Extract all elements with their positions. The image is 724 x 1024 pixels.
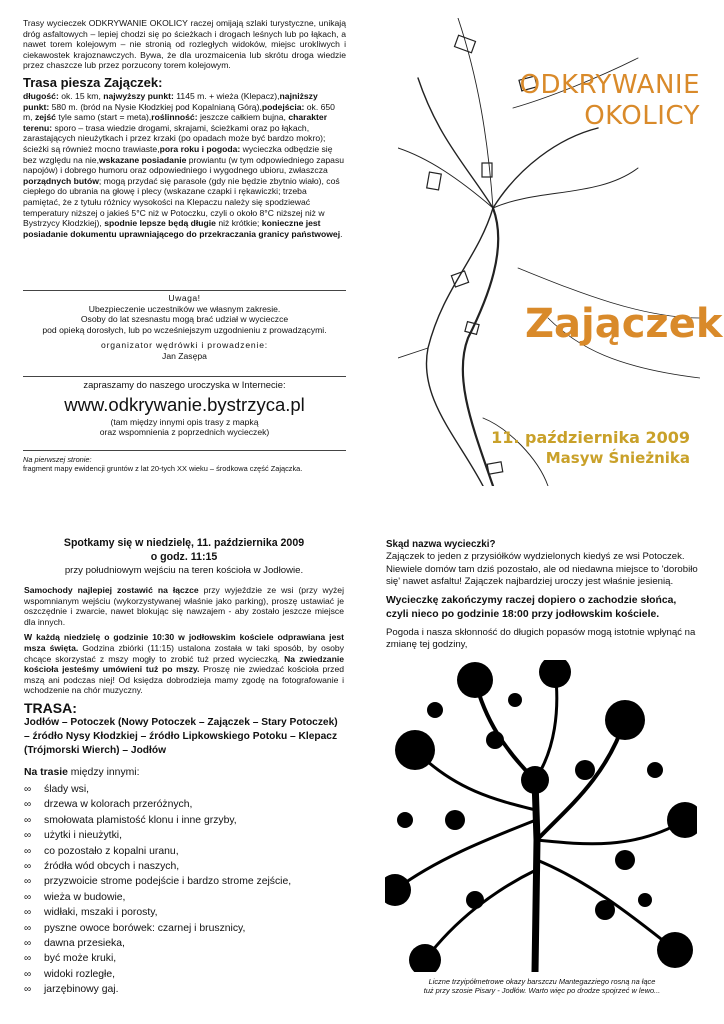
weather-text: Pogoda i nasza skłonność do długich popasów mogą istotnie wpłynąć na zmianę tej godziny, — [386, 626, 696, 651]
list-item: ∞ przyzwoicie strome podejście i bardzo strome zejście, — [24, 874, 344, 889]
on-trail-text: między innymi: — [67, 766, 140, 778]
detail-label: najwyższy punkt: — [103, 90, 174, 101]
cars-paragraph — [24, 585, 344, 627]
visit-bold: Na zwiedzanie kościoła jesteśmy umówieni tuż po mszy. — [24, 653, 344, 675]
cover-title-2: OKOLICY — [584, 101, 700, 131]
detail-label: pora roku i pogoda: — [159, 143, 241, 154]
warning-title: Uwaga! — [168, 293, 201, 303]
finish-text: Wycieczkę zakończymy raczej dopiero o zachodzie słońca, czyli nieco po godzinie 18:00 przy jodłowskim kościele. — [386, 594, 677, 620]
mass-bold: W każdą niedzielę o godzinie 10:30 w jodłowskim kościele odprawiana jest msza święta. — [24, 632, 344, 653]
list-item: ∞ smołowata plamistość klonu i inne grzyby, — [24, 813, 344, 828]
meet-line-1: Spotkamy się w niedzielę, 11. października 2009 — [63, 537, 305, 549]
list-item: ∞ być może kruki, — [24, 951, 344, 966]
invite-text: zapraszamy do naszego uroczyska w Internecie: — [83, 379, 286, 390]
detail-label: najniższy punkt: — [23, 90, 318, 112]
cars-text: przy wyjeździe ze wsi (przy wyżej wspomnianym wejściu (wykorzystywanej właśnie jako parking), proszę ustawiać je oszczędnie i zwarcie, nawet blokując się nawzajem - aby zostało jeszcze miejsce dla innych. — [24, 585, 345, 627]
meet-line-3: przy południowym wejściu na teren kościoła w Jodłowie. — [64, 565, 304, 576]
detail-text: sporo – trasa wiedzie drogami, skrajami, ścieżkami oraz po łąkach, zarastających nieużytkach i przez krzaki (po opadach może być bardzo mokro); ścieżki są również mocno trawiaste, — [23, 122, 326, 154]
list-item: ∞ widłaki, mszaki i porosty, — [24, 905, 344, 920]
detail-label: podejścia: — [261, 101, 305, 112]
website-link[interactable]: www.odkrywanie.bystrzyca.pl — [64, 393, 305, 415]
cover-desc: fragment mapy ewidencji gruntów z lat 20-tych XX wieku – środkowa część Zajączka. — [23, 464, 303, 473]
detail-text: prowiantu (w tym odpowiedniego zapasu napojów) i dobrego humoru oraz odpowiedniego i wygodnego ubioru, zwłaszcza — [23, 154, 345, 176]
cover-title-1: ODKRYWANIE — [519, 70, 700, 100]
hogweed-photo — [385, 660, 697, 972]
detail-text: wycieczka odbędzie się bez względu na nie, — [23, 143, 333, 165]
list-item: ∞ co pozostało z kopalni uranu, — [24, 844, 344, 859]
cover-titles — [480, 70, 700, 132]
name-question: Skąd nazwa wycieczki? — [386, 539, 496, 550]
detail-text: ok. 650 m, — [23, 101, 335, 123]
cover-note — [23, 455, 353, 473]
detail-text: tyle samo (start = meta), — [55, 112, 152, 123]
divider — [23, 376, 346, 377]
list-item: ∞ źródła wód obcych i naszych, — [24, 859, 344, 874]
route-text: Jodłów – Potoczek (Nowy Potoczek – Zajączek – Stary Potoczek) – źródło Nysy Kłodzkiej – źródło Lipkowskiego Potoku – Klepacz (Trójmorski Wierch) – Jodłów — [24, 716, 338, 756]
website-note: (tam między innymi opis trasy z mapką — [110, 416, 259, 427]
cars-bold: Samochody najlepiej zostawić na łączce — [24, 585, 199, 595]
detail-label: charakter terenu: — [23, 112, 328, 133]
detail-text: ok. 15 km, — [58, 90, 104, 101]
warning-box — [23, 293, 346, 362]
route-heading: TRASA: — [24, 699, 77, 716]
divider — [23, 450, 346, 451]
hogweed-silhouette — [385, 660, 697, 972]
mass-text: Godzina zbiórki (11:15) ustalona została w taki sposób, by osoby chcące skorzystać z mszy mogły to zrobić tuż przed wycieczką. — [24, 642, 344, 664]
list-item: ∞ jarzębinowy gaj. — [24, 982, 344, 997]
organizer-name: Jan Zasępa — [162, 350, 207, 361]
caption-line: Liczne trzyipółmetrowe okazy barszczu Mantegazziego rosną na łące — [428, 977, 656, 986]
detail-text: . — [340, 228, 343, 239]
detail-label: długość: — [23, 90, 59, 101]
detail-label: zejść — [34, 112, 56, 123]
detail-label: konieczne jest posiadanie dokumentu uprawniającego do przekraczania granicy państwowej — [23, 218, 341, 239]
trail-details — [23, 91, 346, 239]
list-item: ∞ widoki rozległe, — [24, 967, 344, 982]
detail-label: spodnie lepsze będą długie — [104, 218, 216, 229]
cover-region: Masyw Śnieżnika — [545, 449, 690, 467]
detail-label: wskazane posiadanie — [98, 154, 187, 165]
divider — [23, 290, 346, 291]
on-trail — [24, 766, 344, 780]
website-note: oraz wspomnienia z poprzednich wycieczek) — [99, 427, 270, 438]
meet-line-2: o godz. 11:15 — [150, 551, 218, 563]
cover-name: Zajączek — [525, 301, 723, 347]
list-item: ∞ drzewa w kolorach przeróżnych, — [24, 797, 344, 812]
warning-line: Osoby do lat szesnastu mogą brać udział w wycieczce — [80, 314, 289, 325]
trail-heading: Trasa piesza Zajączek: — [23, 74, 163, 90]
list-item: ∞ wieża w budowie, — [24, 890, 344, 905]
list-item: ∞ ślady wsi, — [24, 782, 344, 797]
detail-text: jeszcze całkiem bujna, — [197, 112, 289, 123]
name-answer: Zajączek to jeden z przysiółków wydzielonych kiedyś ze wsi Potoczek. Niewiele domów tam dziś pozostało, ale od niedawna miejsce to 'dorobiło się' nawet asfaltu! Zajączek najbardziej uroczy jest właśnie jesienią. — [386, 551, 698, 588]
detail-text: 580 m. (bród na Nysie Kłodzkiej pod Kopalnianą Górą), — [49, 101, 262, 112]
organizer-label: organizator wędrówki i prowadzenie: — [100, 340, 268, 351]
photo-caption — [386, 977, 698, 995]
top-left-panel — [23, 18, 346, 239]
list-item: ∞ pyszne owoce borówek: czarnej i brusznicy, — [24, 921, 344, 936]
website-box — [23, 380, 346, 438]
on-trail-bold: Na trasie — [24, 766, 68, 778]
caption-line: tuż przy szosie Pisary - Jodłów. Warto więc po drodze spojrzeć w lewo... — [423, 986, 661, 995]
detail-label: porządnych butów — [23, 175, 99, 186]
detail-label: roślinność: — [151, 112, 198, 123]
cover-date-box — [480, 428, 690, 468]
trail-items-list — [24, 782, 344, 998]
bottom-right-panel — [386, 538, 698, 652]
detail-text: ; mogą przydać się parasole (gdy nie będzie zbytnio wiało), coś ciepłego do ubrania na głowę i plecy (wskazane czapki i rękawiczki; trzeba pamiętać, że z tytułu różnicy wysokości na Klepaczu należy się spodziewać temperatury niższej o jakieś 5°C niż w Potoczku, czyli o około 8°C niższej niż w Bystrzycy Kłodzkiej), — [23, 175, 340, 229]
mass-paragraph — [24, 632, 344, 696]
list-item: ∞ dawna przesieka, — [24, 936, 344, 951]
warning-line: pod opieką dorosłych, lub po wcześniejszym uzgodnieniu z prowadzącymi. — [42, 324, 327, 335]
cover-date: 11. października 2009 — [491, 428, 690, 447]
cover-name-box — [525, 300, 723, 348]
detail-text: niż krótkie; — [215, 218, 262, 229]
bottom-left-panel — [24, 536, 344, 998]
warning-line: Ubezpieczenie uczestników we własnym zakresie. — [88, 303, 281, 314]
cover-label: Na pierwszej stronie: — [23, 455, 92, 464]
visit-text: Proszę nie zwiedzać kościoła przed mszą ani podczas niej! Od księdza dobrodzieja mamy zgodę na fotografowanie i wchodzenie na chór muzyczny. — [24, 664, 345, 696]
detail-text: 1145 m. + wieża (Klepacz), — [173, 90, 280, 101]
list-item: ∞ użytki i nieużytki, — [24, 828, 344, 843]
intro-text: Trasy wycieczek ODKRYWANIE OKOLICY raczej omijają szlaki turystyczne, unikają dróg asfaltowych – lepiej chodzi się po ścieżkach i drogach leśnych lub po łąkach, a nawet torem kolejowym – nie stronią od rozległych widoków, miejsc urokliwych i ciekawostek krajoznawczych. Bywa, że dla urozmaicenia lub skrótu droga wiedzie przez chaszcze lub przez porzucony torem kolejowym. — [23, 18, 346, 71]
